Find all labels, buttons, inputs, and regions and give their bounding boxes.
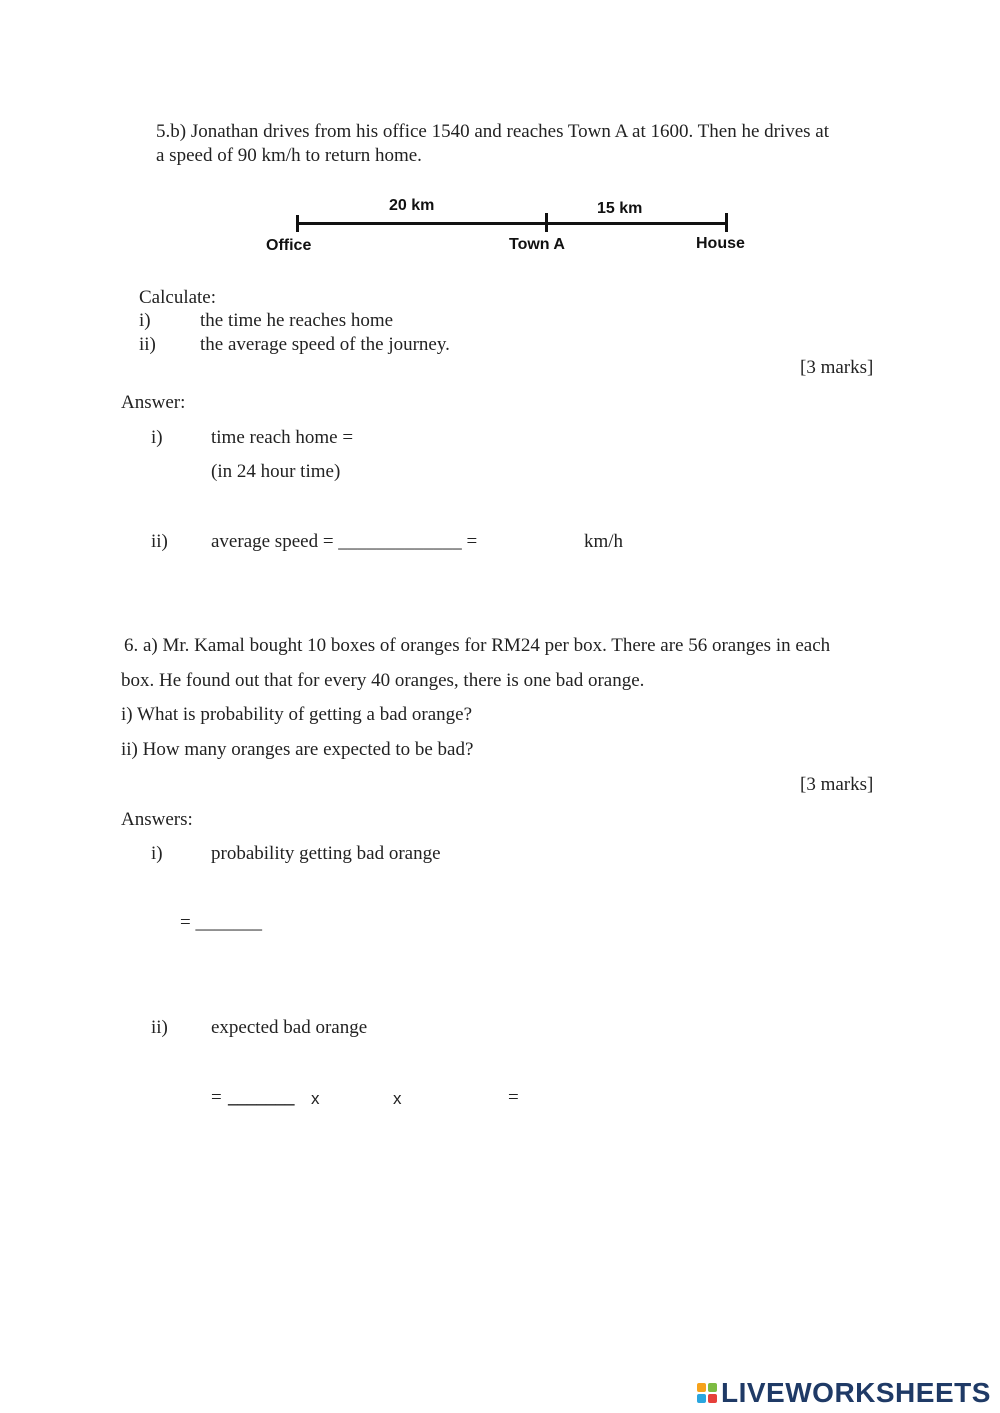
q5-answer-i-text: time reach home = bbox=[211, 427, 354, 448]
q6-line3: i) What is probability of getting a bad orange? bbox=[121, 704, 473, 725]
q5-answer-ii-unit: km/h bbox=[584, 531, 624, 552]
q6-answer-ii-text: expected bad orange bbox=[211, 1017, 368, 1038]
q6-line1: 6. a) Mr. Kamal bought 10 boxes of oranges for RM24 per box. There are 56 oranges in each bbox=[124, 635, 831, 656]
q6-answer-ii-eq2: = bbox=[508, 1087, 519, 1108]
segment2-label: 15 km bbox=[597, 200, 643, 217]
q6-marks: [3 marks] bbox=[800, 774, 874, 795]
q6-answer-ii-eq: = bbox=[211, 1087, 222, 1108]
q6-answers-label: Answers: bbox=[121, 809, 193, 830]
q6-line2: box. He found out that for every 40 oranges, there is one bad orange. bbox=[121, 670, 645, 691]
segment1-label: 20 km bbox=[389, 197, 435, 214]
q6-answer-i-num: i) bbox=[151, 843, 163, 864]
logo-square-2 bbox=[708, 1383, 717, 1392]
q5-marks: [3 marks] bbox=[800, 357, 874, 378]
logo-square-4 bbox=[708, 1394, 717, 1403]
q6-answer-ii-num: ii) bbox=[151, 1017, 168, 1038]
q5-item-ii-text: the average speed of the journey. bbox=[200, 334, 450, 355]
q5-intro-line2: a speed of 90 km/h to return home. bbox=[156, 145, 422, 166]
q5-answer-i-num: i) bbox=[151, 427, 163, 448]
q5-answer-i-note: (in 24 hour time) bbox=[211, 461, 341, 482]
liveworksheets-logo bbox=[697, 1377, 991, 1409]
town-a-tick bbox=[545, 213, 548, 232]
q6-answer-i-text: probability getting bad orange bbox=[211, 843, 441, 864]
house-tick bbox=[725, 213, 728, 232]
q5-answer-ii-text: average speed = _____________ = bbox=[211, 531, 478, 552]
q5-answer-ii-num: ii) bbox=[151, 531, 168, 552]
house-label: House bbox=[696, 235, 745, 252]
q5-item-i-text: the time he reaches home bbox=[200, 310, 394, 331]
town-a-label: Town A bbox=[509, 236, 565, 253]
q6-answer-ii-blank: _______ bbox=[228, 1087, 295, 1108]
logo-square-1 bbox=[697, 1383, 706, 1392]
office-label: Office bbox=[266, 237, 312, 254]
distance-line bbox=[297, 222, 728, 225]
q6-answer-ii-x1: x bbox=[311, 1089, 320, 1108]
office-tick bbox=[296, 215, 299, 232]
q6-answer-ii-x2: x bbox=[393, 1089, 402, 1108]
logo-grid-icon bbox=[697, 1383, 717, 1403]
q5-intro-line1: 5.b) Jonathan drives from his office 1540 and reaches Town A at 1600. Then he drives at bbox=[156, 121, 830, 142]
logo-text: LIVEWORKSHEETS bbox=[721, 1377, 991, 1408]
q5-answer-label: Answer: bbox=[121, 392, 186, 413]
q5-item-i-num: i) bbox=[139, 310, 151, 331]
q5-item-ii-num: ii) bbox=[139, 334, 156, 355]
calculate-label: Calculate: bbox=[139, 287, 217, 308]
q6-answer-i-blank: = _______ bbox=[180, 912, 262, 933]
q6-line4: ii) How many oranges are expected to be bad? bbox=[121, 739, 474, 760]
logo-square-3 bbox=[697, 1394, 706, 1403]
